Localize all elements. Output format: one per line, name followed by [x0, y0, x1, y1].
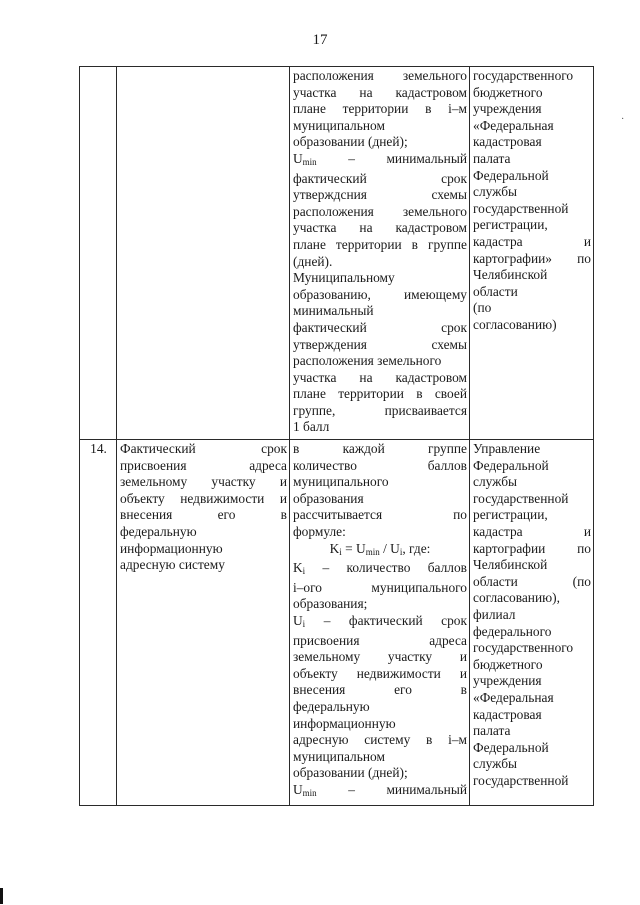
text-line	[293, 187, 467, 204]
text-line	[120, 507, 287, 524]
text-fragment: K	[293, 560, 303, 576]
text-fragment: муниципального	[293, 474, 389, 490]
text-fragment: фактический срок	[293, 170, 467, 186]
text-fragment: плане территории в своей	[293, 386, 467, 402]
text-fragment: – минимальный	[316, 150, 467, 166]
text-fragment: фактический срок	[293, 319, 467, 335]
text-fragment: U	[293, 613, 303, 628]
text-fragment: области (по	[473, 573, 591, 589]
text-fragment: рассчитывается по	[293, 507, 467, 523]
text-fragment: службы	[473, 756, 518, 772]
text-fragment: бюджетного	[473, 84, 543, 100]
text-fragment: муниципальном	[293, 748, 385, 764]
table-row-continuation	[80, 67, 594, 440]
text-fragment: – фактический срок	[305, 613, 467, 628]
text-fragment: образовании (дней);	[293, 765, 408, 781]
text-line	[293, 151, 467, 171]
text-line	[293, 782, 467, 802]
text-fragment: Челябинской	[473, 557, 548, 573]
text-line	[473, 441, 591, 458]
text-fragment: участка на кадастровом	[293, 369, 467, 385]
text-fragment: Фактический срок	[120, 441, 287, 457]
text-fragment: 1 балл	[293, 419, 330, 435]
text-fragment: Управление	[473, 441, 541, 457]
text-line	[293, 613, 467, 633]
text-line	[293, 337, 467, 354]
text-line	[473, 251, 591, 268]
text-line	[473, 507, 591, 524]
text-fragment: Федеральной	[473, 739, 549, 755]
text-line	[293, 541, 467, 561]
subscript: min	[302, 787, 317, 798]
text-fragment: государственной	[473, 772, 569, 788]
text-fragment: федеральную	[120, 524, 197, 540]
text-line	[293, 320, 467, 337]
text-line	[473, 723, 591, 740]
text-fragment: учреждения	[473, 673, 542, 689]
scan-speck: ·	[621, 114, 625, 125]
text-line	[473, 184, 591, 201]
text-line	[293, 386, 467, 403]
text-line	[473, 234, 591, 251]
text-line	[293, 458, 467, 475]
text-line	[473, 267, 591, 284]
text-fragment: образования;	[293, 596, 368, 612]
text-line	[293, 441, 467, 458]
text-fragment: i–ого муниципального	[293, 579, 467, 595]
text-fragment: области	[473, 283, 518, 299]
text-line	[293, 254, 467, 271]
text-fragment: присвоения адреса	[120, 457, 287, 473]
text-fragment: земельному участку и	[120, 474, 287, 490]
subscript: min	[302, 156, 317, 167]
text-fragment: государственной	[473, 490, 569, 506]
text-line	[473, 557, 591, 574]
text-fragment: информационную	[120, 540, 223, 556]
text-fragment: внесения его в	[120, 507, 287, 523]
text-line	[293, 101, 467, 118]
text-fragment: картографии» по	[473, 250, 591, 266]
text-line	[293, 682, 467, 699]
text-fragment: образованию, имеющему	[293, 286, 467, 302]
text-fragment: «Федеральная	[473, 689, 554, 705]
text-line	[293, 649, 467, 666]
table-row-14	[80, 440, 594, 805]
text-fragment: / U	[379, 540, 400, 556]
text-line	[293, 699, 467, 716]
row-number-cell	[80, 67, 117, 440]
text-fragment: группе, присваивается	[293, 402, 467, 418]
text-line	[293, 765, 467, 782]
text-line	[293, 270, 467, 287]
text-fragment: земельному участку и	[293, 649, 467, 665]
text-fragment: адресную систему в i–м	[293, 732, 467, 748]
text-fragment: согласованию),	[473, 590, 560, 606]
text-line	[293, 524, 467, 541]
text-fragment: расположения земельного	[293, 68, 467, 83]
text-line	[473, 317, 591, 334]
text-line	[120, 441, 287, 458]
row-number-cell: 14.	[80, 440, 117, 805]
text-fragment: государственного	[473, 68, 574, 83]
text-line	[473, 134, 591, 151]
text-fragment: количество баллов	[293, 457, 467, 473]
text-line	[293, 68, 467, 85]
text-line	[473, 673, 591, 690]
text-line	[473, 151, 591, 168]
text-line	[120, 524, 287, 541]
text-line	[473, 118, 591, 135]
text-line	[473, 217, 591, 234]
text-fragment: учреждения	[473, 101, 542, 117]
text-fragment: K	[329, 540, 340, 556]
text-line	[293, 204, 467, 221]
text-line	[293, 474, 467, 491]
text-line	[473, 707, 591, 724]
text-fragment: «Федеральная	[473, 117, 554, 133]
text-fragment: службы	[473, 184, 518, 200]
subscript: i	[339, 546, 342, 557]
text-line	[473, 68, 591, 85]
subscript: i	[302, 619, 306, 629]
text-line	[293, 287, 467, 304]
text-fragment: филиал	[473, 607, 516, 622]
text-fragment: U	[293, 781, 303, 797]
responsible-cell	[470, 67, 594, 440]
text-line	[120, 541, 287, 558]
text-line	[293, 749, 467, 766]
text-fragment: (по	[473, 300, 492, 316]
text-fragment: кадастровая	[473, 134, 542, 150]
text-line	[473, 690, 591, 707]
text-fragment: (дней).	[293, 253, 333, 269]
text-fragment: – минимальный	[316, 781, 467, 797]
responsible-cell	[470, 440, 594, 805]
text-line	[473, 458, 591, 475]
text-fragment: участка на кадастровом	[293, 84, 467, 100]
text-fragment: в каждой группе	[293, 441, 467, 457]
text-fragment: государственной	[473, 200, 569, 216]
text-line	[293, 303, 467, 320]
text-fragment: регистрации,	[473, 217, 548, 233]
text-fragment: картографии по	[473, 540, 591, 556]
text-line	[120, 474, 287, 491]
text-line	[473, 300, 591, 317]
text-fragment: U	[293, 150, 303, 166]
text-line	[293, 134, 467, 151]
text-line	[473, 101, 591, 118]
text-line	[293, 507, 467, 524]
text-line	[473, 756, 591, 773]
text-line	[293, 633, 467, 650]
text-fragment: государственного	[473, 640, 574, 656]
text-fragment: информационную	[293, 715, 396, 731]
formula-cell	[290, 67, 470, 440]
text-line	[473, 740, 591, 757]
text-fragment: адресную систему	[120, 557, 225, 573]
indicator-cell	[117, 67, 290, 440]
text-line	[473, 284, 591, 301]
text-fragment: бюджетного	[473, 656, 543, 672]
text-fragment: объекту недвижимости и	[120, 490, 287, 506]
text-line	[293, 171, 467, 188]
text-line	[120, 491, 287, 508]
text-fragment: объекту недвижимости и	[293, 665, 467, 681]
text-fragment: плане территории в группе	[293, 236, 467, 252]
text-fragment: палата	[473, 150, 511, 166]
text-fragment: Муниципальному	[293, 270, 395, 286]
text-line	[293, 220, 467, 237]
text-fragment: регистрации,	[473, 507, 548, 523]
text-line	[293, 85, 467, 102]
text-line	[293, 732, 467, 749]
text-fragment: утверждсния схемы	[293, 187, 467, 203]
text-line	[473, 657, 591, 674]
text-line	[293, 716, 467, 733]
text-fragment: образовании (дней);	[293, 134, 408, 150]
text-fragment: образования	[293, 490, 364, 506]
text-fragment: плане территории в i–м	[293, 101, 467, 117]
text-fragment: кадастра и	[473, 524, 591, 540]
subscript: i	[399, 546, 403, 557]
text-line	[293, 419, 467, 436]
text-fragment: федеральную	[293, 698, 370, 714]
formula-cell	[290, 440, 470, 805]
text-line	[473, 85, 591, 102]
text-fragment: Челябинской	[473, 267, 548, 283]
text-fragment: расположения земельного	[293, 353, 442, 369]
text-fragment: согласованию)	[473, 316, 557, 332]
text-fragment: = U	[341, 540, 366, 556]
text-fragment: службы	[473, 474, 518, 490]
text-fragment: минимальный	[293, 303, 374, 319]
text-line	[473, 474, 591, 491]
text-line	[473, 590, 591, 607]
text-line	[293, 353, 467, 370]
text-fragment: муниципальном	[293, 117, 385, 133]
text-fragment: Федеральной	[473, 457, 549, 473]
text-fragment: – количество баллов	[305, 560, 467, 576]
text-fragment: утверждения схемы	[293, 336, 467, 352]
text-line	[473, 574, 591, 591]
text-line	[293, 118, 467, 135]
text-line	[293, 370, 467, 387]
text-fragment: внесения его в	[293, 682, 467, 698]
text-line	[473, 168, 591, 185]
text-line	[293, 580, 467, 597]
text-fragment: участка на кадастровом	[293, 220, 467, 236]
text-line	[473, 524, 591, 541]
indicators-table	[79, 66, 594, 806]
text-line	[293, 237, 467, 254]
text-line	[293, 666, 467, 683]
text-line	[473, 201, 591, 218]
text-line	[120, 458, 287, 475]
subscript: i	[302, 566, 306, 577]
text-line	[293, 560, 467, 580]
text-fragment: , где:	[402, 540, 431, 556]
text-fragment: Федеральной	[473, 167, 549, 183]
text-fragment: кадастровая	[473, 706, 542, 722]
text-fragment: кадастра и	[473, 233, 591, 249]
text-line	[473, 640, 591, 657]
text-fragment: формуле:	[293, 524, 346, 540]
subscript: min	[365, 546, 380, 557]
text-line	[293, 491, 467, 508]
scan-edge-mark	[0, 888, 3, 904]
text-line	[293, 403, 467, 420]
text-fragment: расположения земельного	[293, 203, 467, 219]
text-fragment: присвоения адреса	[293, 632, 467, 648]
text-line	[473, 773, 591, 790]
page-number: 17	[312, 32, 328, 48]
indicator-cell	[117, 440, 290, 805]
text-line	[473, 541, 591, 558]
text-line	[473, 624, 591, 641]
text-line	[473, 491, 591, 508]
text-fragment: палата	[473, 723, 511, 739]
text-line	[120, 557, 287, 574]
text-line	[473, 607, 591, 624]
text-line	[293, 596, 467, 613]
text-fragment: федерального	[473, 623, 552, 639]
